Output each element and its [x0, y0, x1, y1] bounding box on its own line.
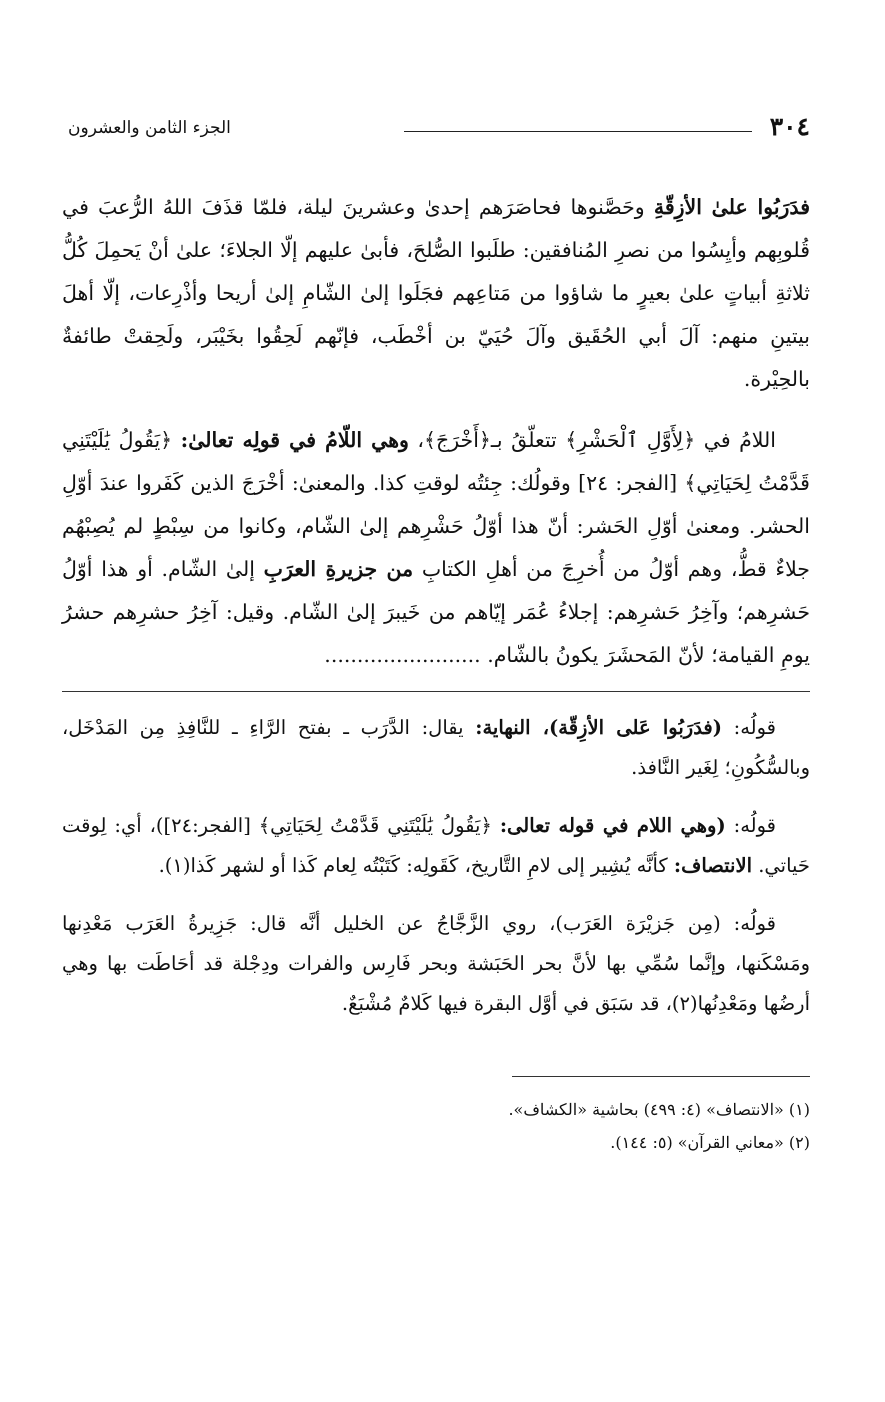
text-span: إلىٰ الشّام. أو هذا أوّلُ حَشرِهم؛ وآخِرُ حَشرِهم: إجلاءُ عُمَر إيّاهم من خَيبرَ إلىٰ الشّام. وقيل: آخِرُ حشرِهم حشرُ يومِ القيامة؛ لأنّ المَحشَرَ يكونُ بالشّام. ........................: [62, 557, 810, 667]
bold-phrase: من جزيرةِ العرَبِ: [263, 557, 414, 581]
book-page: [62, 108, 810, 1159]
footnote-2: (٢) «معاني القرآن» (٥: ١٤٤).: [610, 1133, 810, 1152]
footnotes: [62, 1093, 810, 1159]
text-span: كأنَّه يُشِير إلى لامِ التَّاريخ، كَقَولِه: كَتَبْتُه لِعام كَذا أو لشهر كَذا(١).: [158, 854, 674, 877]
text-span: قولُه: (مِن جَزيْرَة العَرَب)، روي الزَّجَّاجُ عن الخليل أنَّه قال: جَزِيرةُ العَرَب مَعْدِنها ومَسْكَنها، وإنَّما سُمِّي بها لأنَّ بحر الحَبَشة وبحر فَارِس والفرات ودِجْلة قد أحَاطَت بها وهي أرضُها ومَعْدِنُها(٢)، قد سَبَق في أوَّل البقرة فيها كَلامٌ مُشْبَعٌ.: [62, 912, 810, 1015]
commentary-divider: [62, 691, 810, 692]
main-paragraph-2: [62, 419, 810, 677]
bold-phrase: وهي اللّامُ في قولِه تعالىٰ:: [180, 428, 409, 452]
text-span: وحَصَّنوها فحاصَرَهم إحدىٰ وعشرينَ ليلة، فلمّا قذَفَ اللهُ الرُّعبَ في قُلوبِهم وأيِسُوا من نصرِ المُنافقين: طلَبوا الصُّلحَ، فأبىٰ عليهم إلّا الجلاءَ؛ علىٰ أنْ يَحمِلَ كُلُّ ثلاثةِ أبياتٍ علىٰ بعيرٍ ما شاؤوا من مَتاعِهم فجَلَوا إلىٰ الشّامِ إلىٰ أريحا وأذْرِعات، إلّا أهلَ بيتينِ منهم: آلَ أبي الحُقَيق وآلَ حُيَيّ بن أخْطَب، فإنّهم لَحِقُوا بخَيْبَر، ولَحِقتْ طائفةٌ بالحِيْرة.: [62, 195, 810, 391]
main-paragraph-1: [62, 186, 810, 401]
bold-phrase: (وهي اللام في قوله تعالى:: [499, 814, 726, 837]
commentary-paragraph-3: [62, 904, 810, 1024]
commentary-paragraph-1: [62, 708, 810, 788]
footnote-1: (١) «الانتصاف» (٤: ٤٩٩) بحاشية «الكشاف».: [508, 1100, 810, 1119]
main-text: [62, 186, 810, 677]
text-span: قولُه:: [725, 814, 776, 837]
text-span: ﴿يَقُولُ يَٰلَيْتَنِي قَدَّمْتُ لِحَيَاتِي﴾ [الفجر: ٢٤] وقولُك: جِئتُه لوقتِ كذا. والمعنىٰ: أخْرَجَ الذين كَفَروا عندَ أوّلِ الحشر. ومعنىٰ أوّلِ الحَشر: أنّ هذا أوّلُ حَشْرِهم إلىٰ الشّام، وكانوا من سِبْطٍ لم يُصِبْهُم جلاءٌ قطُّ، وهم أوّلُ من أُخرِجَ من أهلِ الكتابِ: [62, 428, 810, 581]
bold-phrase: الانتصاف:: [673, 854, 753, 877]
part-title: الجزء الثامن والعشرون: [68, 118, 231, 138]
commentary-section: [62, 708, 810, 1024]
text-span: قولُه:: [721, 716, 777, 739]
text-span: يقال: الدَّرَب ـ بفتح الرَّاءِ ـ للنَّافِذِ مِن المَدْخَل، وبالسُّكُونِ؛ لِغَير النَّافذ.: [62, 716, 810, 779]
header-rule: [404, 131, 752, 132]
running-header: [62, 108, 810, 162]
page-number: ٣٠٤: [769, 112, 810, 141]
bold-phrase: (فدَرَبُوا عَلى الأزِقّة)، النهاية:: [475, 716, 722, 739]
commentary-paragraph-2: [62, 806, 810, 886]
text-span: ﴿يَقُولُ يَٰلَيْتَنِي قَدَّمْتُ لِحَيَاتِي﴾ [الفجر:٢٤])، أي: لِوقت حَياتي.: [62, 814, 810, 877]
footnote-divider: [512, 1076, 810, 1077]
bold-phrase: فدَرَبُوا علىٰ الأزِقّةِ: [653, 195, 810, 219]
text-span: اللامُ في ﴿لِأَوَّلِ ٱلْحَشْرِ﴾ تتعلّقُ بـ﴿أَخْرَجَ﴾،: [408, 428, 776, 452]
